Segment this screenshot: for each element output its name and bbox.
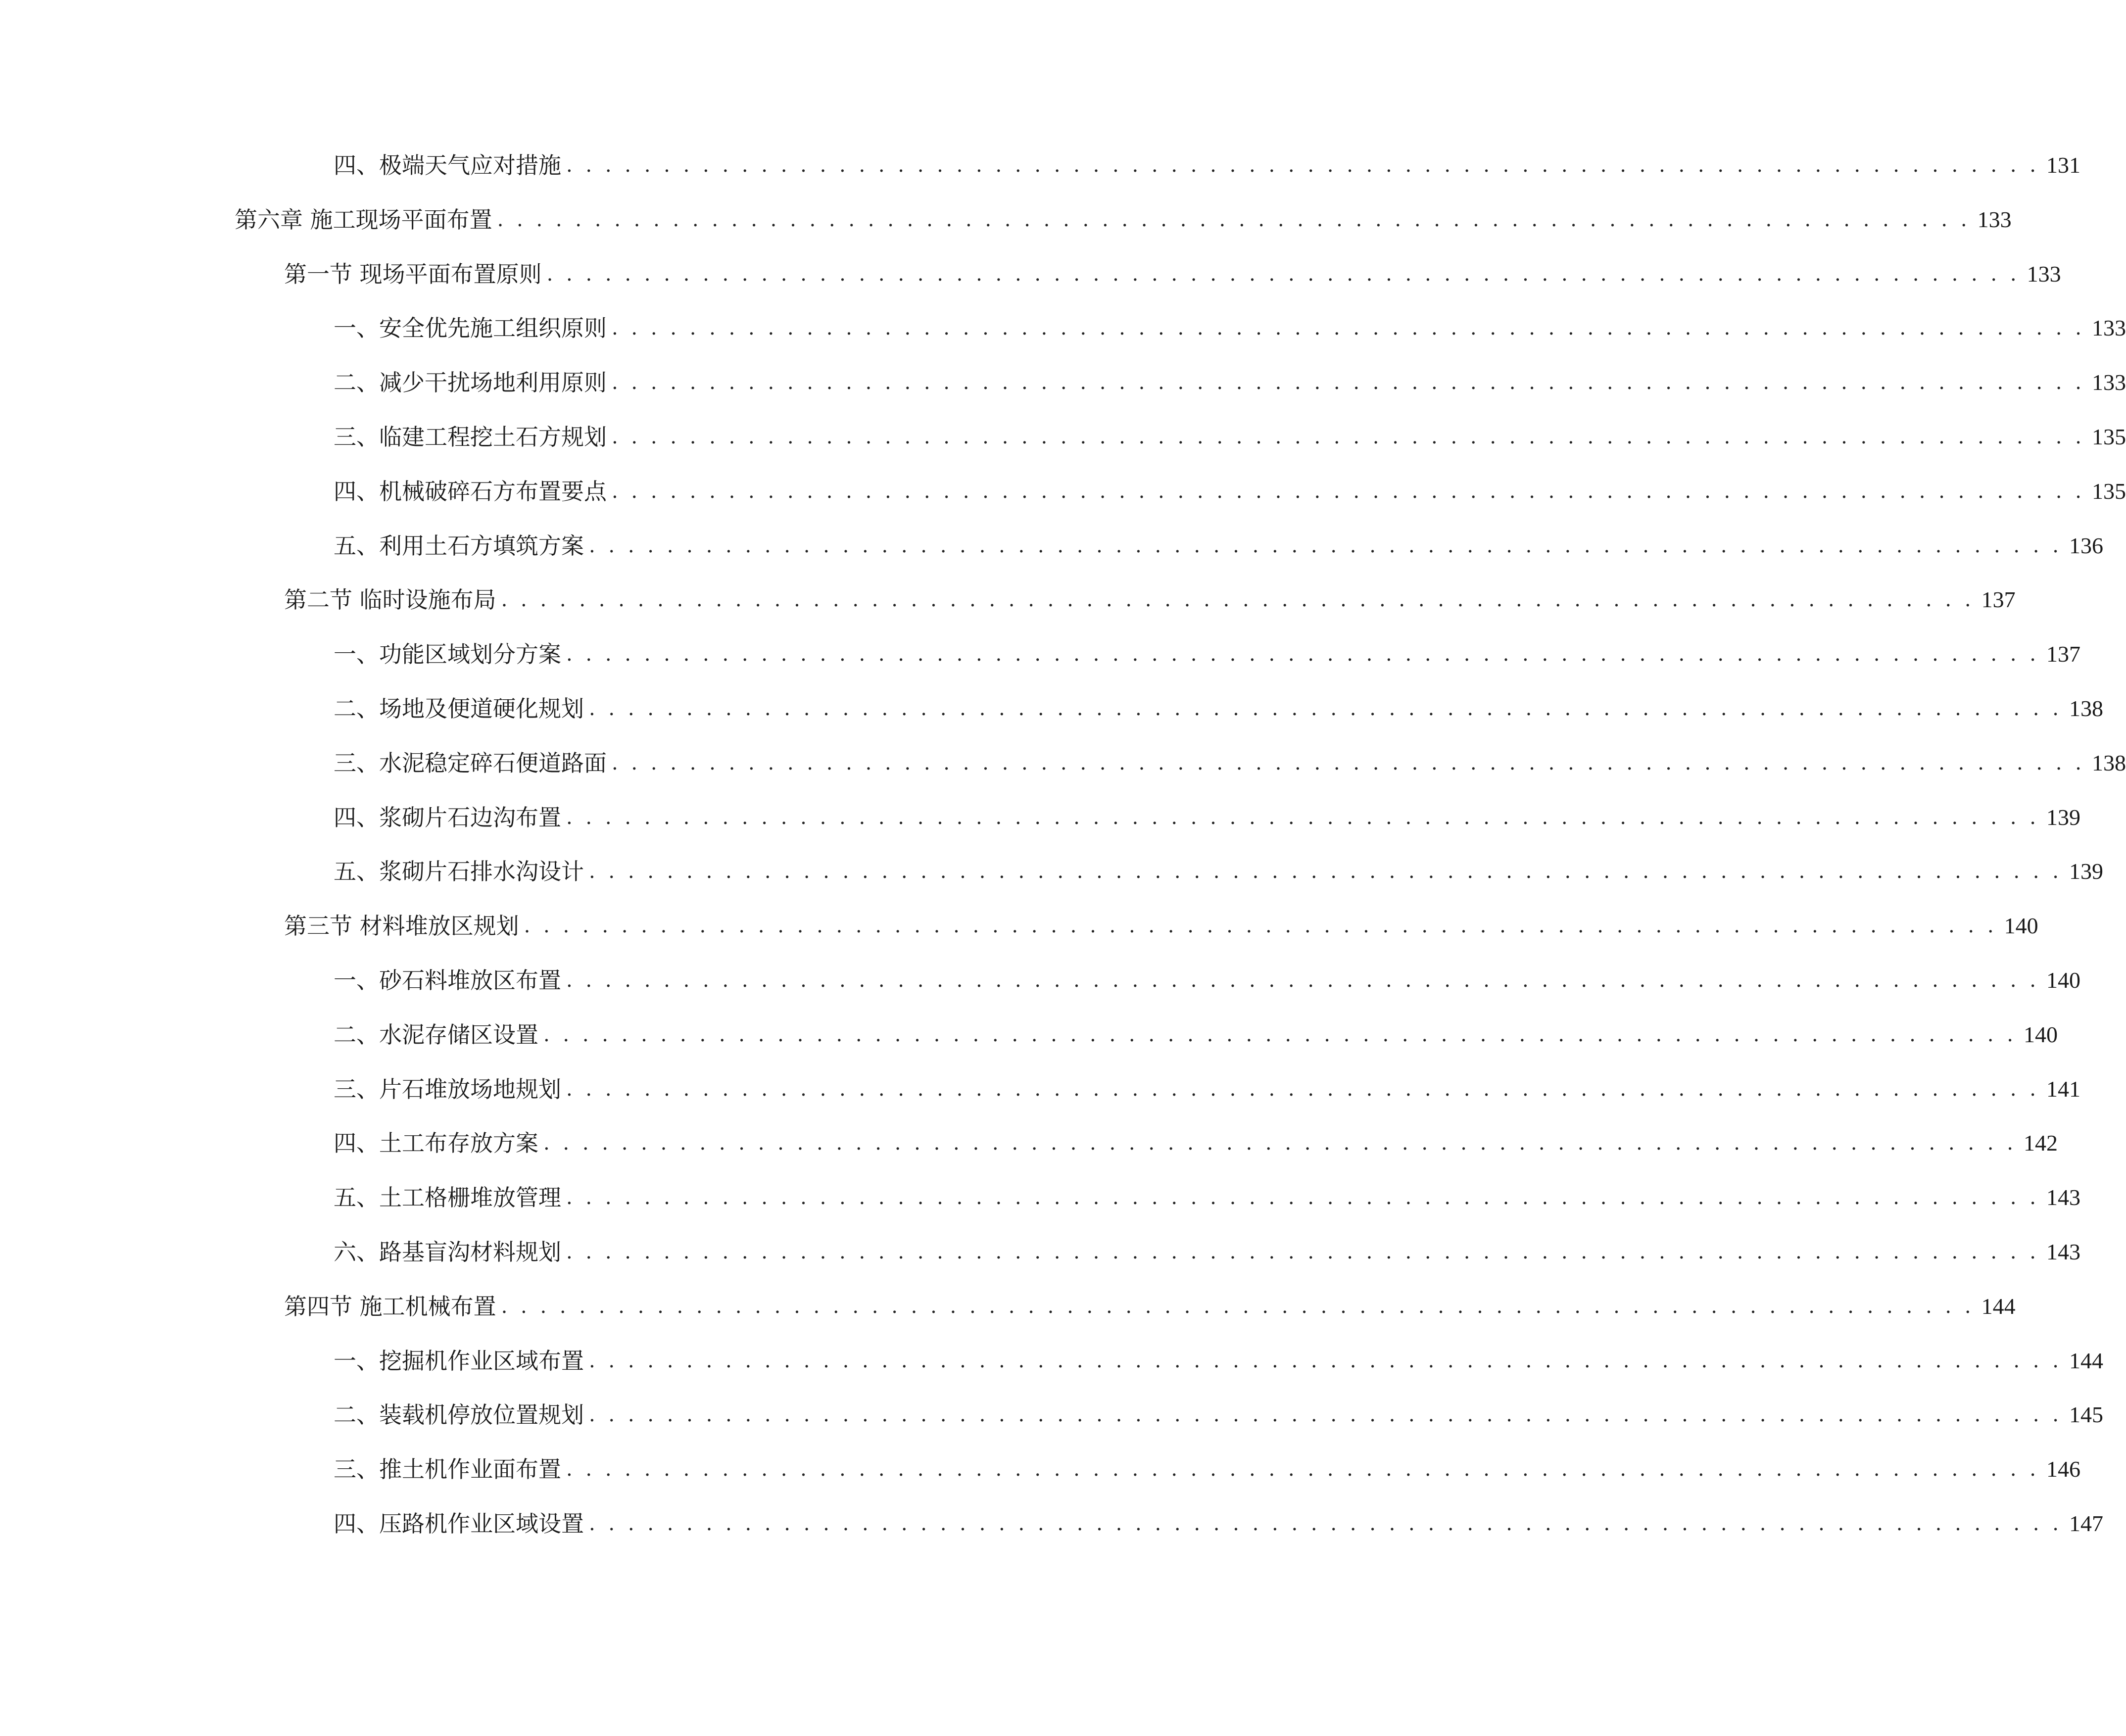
toc-entry-title: 利用土石方填筑方案 [379,532,584,559]
toc-entry-number: 四、 [334,152,379,179]
toc-entry-title: 压路机作业区域设置 [379,1510,584,1537]
toc-entry-number: 一、 [334,641,379,668]
toc-entry-page-number: 146 [2046,1456,2080,1482]
toc-entry-page-number: 147 [2069,1511,2103,1536]
toc-entry-title: 砂石料堆放区布置 [379,967,561,994]
toc-entry-number: 一、 [334,967,379,994]
toc-entry-number: 四、 [334,804,379,831]
toc-entry-number: 六、 [334,1239,379,1265]
toc-entry[interactable] [284,1287,2016,1326]
toc-entry-page-number: 133 [1977,206,2012,232]
dot-leader: . . . . . . . . . . . . . . . . . . . . . . . . . . . . . . . . . . . . . . . . . . . . . . . . . . . . . . . . . . . . . . . . . . . . . . . . . . . . [501,588,1975,612]
dot-leader: . . . . . . . . . . . . . . . . . . . . . . . . . . . . . . . . . . . . . . . . . . . . . . . . . . . . . . . . . . . . . . . . . . . . . . . . . . . . [566,154,2039,177]
toc-entry-title: 片石堆放场地规划 [379,1075,561,1103]
toc-entry-title: 浆砌片石边沟布置 [379,804,561,831]
toc-entry[interactable] [334,852,2103,891]
toc-entry-number: 一、 [334,315,379,342]
toc-entry-number: 一、 [334,1347,379,1374]
toc-entry[interactable] [334,1449,2080,1489]
toc-entry-page-number: 139 [2046,804,2080,830]
toc-entry[interactable] [334,363,2126,402]
toc-entry-title: 安全优先施工组织原则 [379,315,607,342]
toc-entry-number: 四、 [334,478,379,505]
toc-entry[interactable] [334,526,2103,566]
dot-leader: . . . . . . . . . . . . . . . . . . . . . . . . . . . . . . . . . . . . . . . . . . . . . . . . . . . . . . . . . . . . . . . . . . . . . . . . . . . . [501,1295,1975,1318]
toc-entry[interactable] [334,798,2080,837]
toc-entry-title: 极端天气应对措施 [379,152,561,179]
toc-entry-page-number: 139 [2069,859,2103,884]
dot-leader: . . . . . . . . . . . . . . . . . . . . . . . . . . . . . . . . . . . . . . . . . . . . . . . . . . . . . . . . . . . . . . . . . . . . . . . . . . . . [612,317,2085,340]
toc-entry-number: 四、 [334,1510,379,1537]
dot-leader: . . . . . . . . . . . . . . . . . . . . . . . . . . . . . . . . . . . . . . . . . . . . . . . . . . . . . . . . . . . . . . . . . . . . . . . . . . . . [589,697,2062,720]
dot-leader: . . . . . . . . . . . . . . . . . . . . . . . . . . . . . . . . . . . . . . . . . . . . . . . . . . . . . . . . . . . . . . . . . . . . . . . . . . . . [589,1403,2062,1427]
toc-entry-title: 第四节 施工机械布置 [284,1293,496,1320]
dot-leader: . . . . . . . . . . . . . . . . . . . . . . . . . . . . . . . . . . . . . . . . . . . . . . . . . . . . . . . . . . . . . . . . . . . . . . . . . . . . [566,1241,2039,1263]
toc-entry-title: 第一节 现场平面布置原则 [284,260,542,288]
toc-entry-title: 推土机作业面布置 [379,1456,561,1483]
dot-leader: . . . . . . . . . . . . . . . . . . . . . . . . . . . . . . . . . . . . . . . . . . . . . . . . . . . . . . . . . . . . . . . . . . . . . . . . . . . . [612,371,2085,394]
toc-entry-title: 土工格栅堆放管理 [379,1184,561,1211]
toc-entry-title: 路基盲沟材料规划 [379,1239,561,1265]
dot-leader: . . . . . . . . . . . . . . . . . . . . . . . . . . . . . . . . . . . . . . . . . . . . . . . . . . . . . . . . . . . . . . . . . . . . . . . . . . . . [589,534,2062,557]
toc-entry[interactable] [334,1015,2058,1055]
dot-leader: . . . . . . . . . . . . . . . . . . . . . . . . . . . . . . . . . . . . . . . . . . . . . . . . . . . . . . . . . . . . . . . . . . . . . . . . . . . . [566,1077,2039,1101]
toc-entry-page-number: 135 [2091,478,2126,504]
toc-entry-number: 二、 [334,1401,379,1429]
dot-leader: . . . . . . . . . . . . . . . . . . . . . . . . . . . . . . . . . . . . . . . . . . . . . . . . . . . . . . . . . . . . . . . . . . . . . . . . . . . . [566,806,2039,829]
toc-entry[interactable] [334,417,2126,457]
toc-entry-title: 水泥存储区设置 [379,1021,538,1048]
toc-entry[interactable] [334,1341,2103,1381]
toc-entry[interactable] [334,472,2126,511]
toc-entry-title: 场地及便道硬化规划 [379,695,584,722]
toc-entry-title: 装载机停放位置规划 [379,1401,584,1429]
toc-entry-page-number: 143 [2046,1239,2080,1264]
toc-entry-page-number: 140 [2023,1021,2058,1047]
dot-leader: . . . . . . . . . . . . . . . . . . . . . . . . . . . . . . . . . . . . . . . . . . . . . . . . . . . . . . . . . . . . . . . . . . . . . . . . . . . . [566,1458,2039,1481]
toc-entry-page-number: 133 [2091,315,2126,341]
toc-entry-number: 五、 [334,858,379,885]
dot-leader: . . . . . . . . . . . . . . . . . . . . . . . . . . . . . . . . . . . . . . . . . . . . . . . . . . . . . . . . . . . . . . . . . . . . . . . . . . . . [497,208,1971,231]
toc-entry-title: 土工布存放方案 [379,1130,538,1157]
toc-entry-number: 三、 [334,749,379,776]
toc-entry-page-number: 145 [2069,1402,2103,1428]
toc-entry[interactable] [334,308,2126,348]
toc-entry-title: 功能区域划分方案 [379,641,561,668]
toc-entry[interactable] [334,689,2103,728]
toc-entry-title: 水泥稳定碎石便道路面 [379,749,607,776]
toc-entry[interactable] [334,1069,2080,1109]
toc-entry[interactable] [334,1395,2103,1435]
toc-entry-title: 第三节 材料堆放区规划 [284,913,519,940]
toc-entry[interactable] [334,1232,2080,1272]
toc-entry-title: 临建工程挖土石方规划 [379,424,607,450]
toc-entry-page-number: 144 [2069,1348,2103,1373]
toc-entry[interactable] [334,145,2080,185]
toc-entry-number: 二、 [334,1021,379,1048]
toc-entry-number: 三、 [334,424,379,450]
toc-entry-page-number: 141 [2046,1076,2080,1102]
toc-entry-number: 二、 [334,369,379,396]
toc-entry-number: 三、 [334,1075,379,1103]
dot-leader: . . . . . . . . . . . . . . . . . . . . . . . . . . . . . . . . . . . . . . . . . . . . . . . . . . . . . . . . . . . . . . . . . . . . . . . . . . . . [589,1512,2062,1535]
toc-entry-title: 第六章 施工现场平面布置 [235,206,492,233]
toc-entry-page-number: 144 [1981,1293,2016,1319]
dot-leader: . . . . . . . . . . . . . . . . . . . . . . . . . . . . . . . . . . . . . . . . . . . . . . . . . . . . . . . . . . . . . . . . . . . . . . . . . . . . [612,426,2085,448]
dot-leader: . . . . . . . . . . . . . . . . . . . . . . . . . . . . . . . . . . . . . . . . . . . . . . . . . . . . . . . . . . . . . . . . . . . . . . . . . . . . [566,1186,2039,1209]
toc-entry-page-number: 133 [2027,261,2061,287]
toc-entry[interactable] [284,906,2038,946]
toc-entry-title: 机械破碎石方布置要点 [379,478,607,505]
toc-entry-page-number: 137 [2046,641,2080,667]
dot-leader: . . . . . . . . . . . . . . . . . . . . . . . . . . . . . . . . . . . . . . . . . . . . . . . . . . . . . . . . . . . . . . . . . . . . . . . . . . . . [612,751,2085,774]
dot-leader: . . . . . . . . . . . . . . . . . . . . . . . . . . . . . . . . . . . . . . . . . . . . . . . . . . . . . . . . . . . . . . . . . . . . . . . . . . . . [546,262,2020,286]
toc-entry-title: 浆砌片石排水沟设计 [379,858,584,885]
dot-leader: . . . . . . . . . . . . . . . . . . . . . . . . . . . . . . . . . . . . . . . . . . . . . . . . . . . . . . . . . . . . . . . . . . . . . . . . . . . . [543,1023,2017,1046]
toc-entry-page-number: 135 [2091,424,2126,449]
toc-entry-page-number: 143 [2046,1185,2080,1210]
toc-entry[interactable] [334,1123,2058,1163]
dot-leader: . . . . . . . . . . . . . . . . . . . . . . . . . . . . . . . . . . . . . . . . . . . . . . . . . . . . . . . . . . . . . . . . . . . . . . . . . . . . [566,969,2039,992]
toc-entry[interactable] [284,254,2061,294]
toc-entry-number: 四、 [334,1130,379,1157]
toc-entry-title: 挖掘机作业区域布置 [379,1347,584,1374]
toc-entry-number: 二、 [334,695,379,722]
toc-entry[interactable] [334,743,2126,783]
toc-entry[interactable] [334,961,2080,1000]
toc-entry-number: 五、 [334,1184,379,1211]
toc-entry-page-number: 131 [2046,152,2080,178]
toc-entry-page-number: 137 [1981,587,2016,613]
dot-leader: . . . . . . . . . . . . . . . . . . . . . . . . . . . . . . . . . . . . . . . . . . . . . . . . . . . . . . . . . . . . . . . . . . . . . . . . . . . . [524,915,1997,938]
toc-entry-title: 减少干扰场地利用原则 [379,369,607,396]
toc-entry-page-number: 140 [2046,967,2080,993]
toc-entry[interactable] [235,200,2012,240]
toc-entry-page-number: 133 [2091,370,2126,395]
toc-entry-page-number: 140 [2004,913,2038,939]
dot-leader: . . . . . . . . . . . . . . . . . . . . . . . . . . . . . . . . . . . . . . . . . . . . . . . . . . . . . . . . . . . . . . . . . . . . . . . . . . . . [543,1132,2017,1155]
dot-leader: . . . . . . . . . . . . . . . . . . . . . . . . . . . . . . . . . . . . . . . . . . . . . . . . . . . . . . . . . . . . . . . . . . . . . . . . . . . . [566,643,2039,666]
toc-entry[interactable] [334,1504,2103,1543]
dot-leader: . . . . . . . . . . . . . . . . . . . . . . . . . . . . . . . . . . . . . . . . . . . . . . . . . . . . . . . . . . . . . . . . . . . . . . . . . . . . [612,480,2085,503]
toc-entry[interactable] [334,634,2080,674]
toc-entry-title: 第二节 临时设施布局 [284,586,496,614]
toc-entry-number: 五、 [334,532,379,559]
toc-entry[interactable] [284,580,2016,620]
toc-entry-page-number: 138 [2069,696,2103,721]
toc-entry[interactable] [334,1178,2080,1217]
toc-entry-page-number: 136 [2069,532,2103,558]
toc-entry-page-number: 138 [2091,750,2126,775]
toc-entry-page-number: 142 [2023,1130,2058,1156]
toc-entry-number: 三、 [334,1456,379,1483]
dot-leader: . . . . . . . . . . . . . . . . . . . . . . . . . . . . . . . . . . . . . . . . . . . . . . . . . . . . . . . . . . . . . . . . . . . . . . . . . . . . [589,1349,2062,1372]
dot-leader: . . . . . . . . . . . . . . . . . . . . . . . . . . . . . . . . . . . . . . . . . . . . . . . . . . . . . . . . . . . . . . . . . . . . . . . . . . . . [589,860,2062,883]
